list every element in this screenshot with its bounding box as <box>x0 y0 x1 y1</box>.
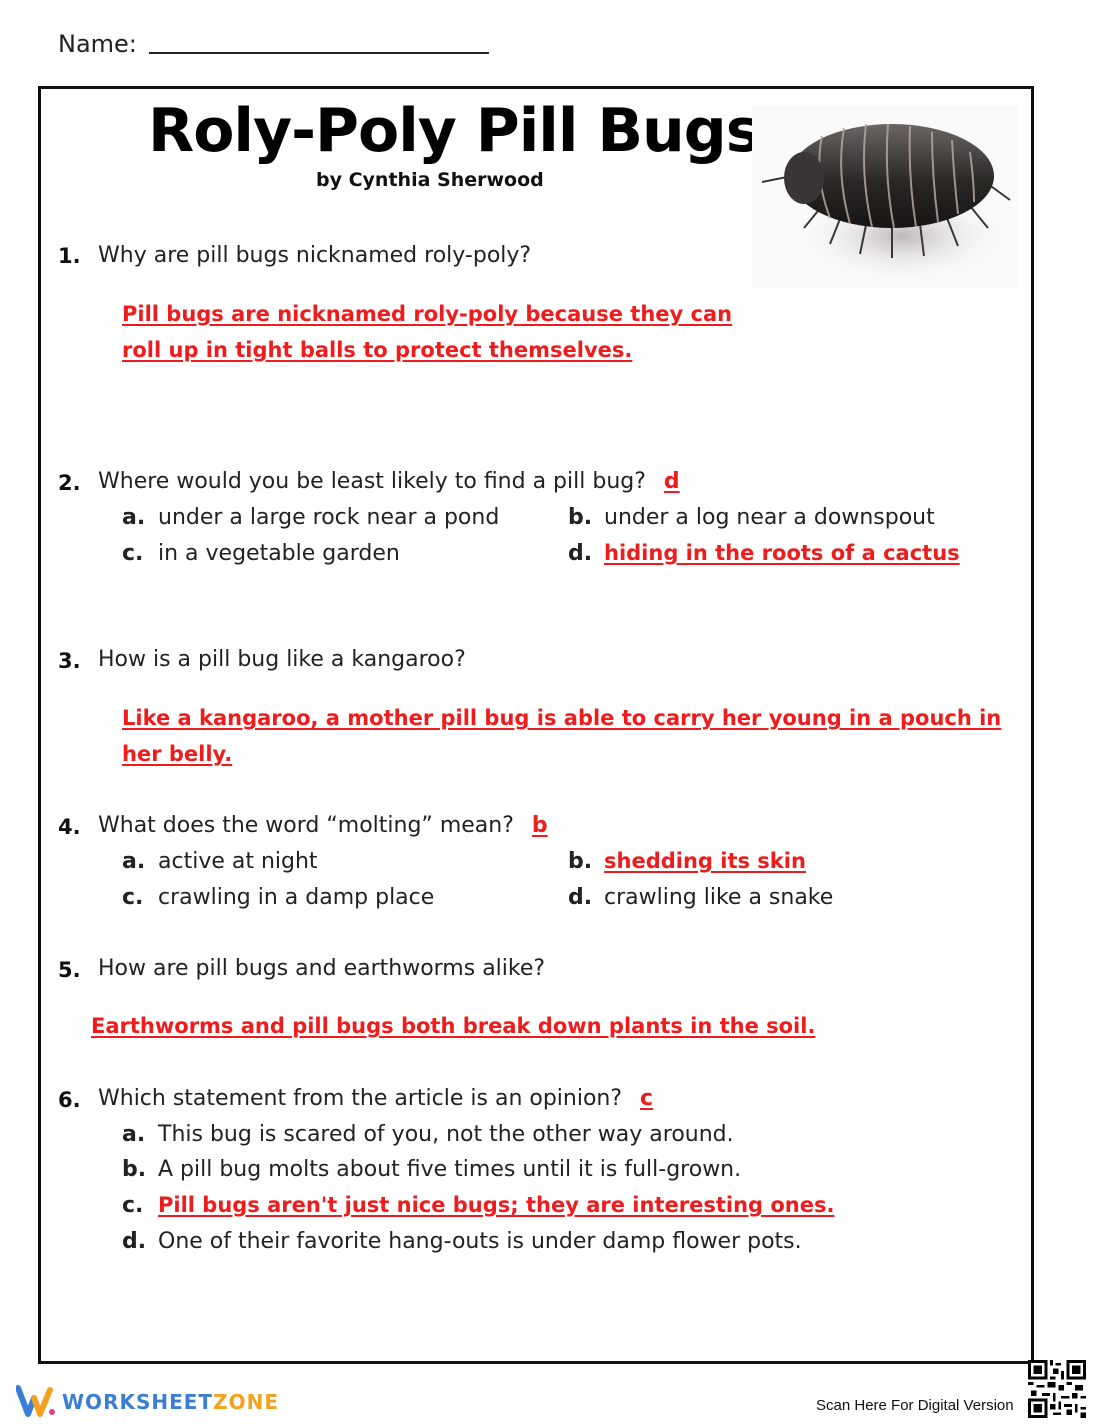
question-1-text: Why are pill bugs nicknamed roly-poly? <box>98 243 532 268</box>
question-2-text-row <box>98 469 680 494</box>
question-1-number: 1. <box>58 244 81 268</box>
question-3-answer-line-2: her belly. <box>122 742 233 766</box>
author-byline: by Cynthia Sherwood <box>316 169 544 191</box>
question-2-option-d <box>568 541 960 566</box>
question-6-option-b <box>122 1157 741 1182</box>
question-6-text-row <box>98 1086 653 1111</box>
option-letter: c. <box>122 885 144 910</box>
question-4-option-c <box>122 885 434 910</box>
question-6-answer-letter: c <box>640 1086 654 1111</box>
option-text: This bug is scared of you, not the other way around. <box>158 1122 734 1147</box>
question-4-text: What does the word “molting” mean? <box>98 813 514 838</box>
option-text: in a vegetable garden <box>158 541 400 566</box>
question-4-answer-letter: b <box>531 813 548 838</box>
question-4-number: 4. <box>58 815 81 839</box>
question-2-text: Where would you be least likely to find a pill bug? <box>98 469 646 494</box>
question-6-option-a <box>122 1122 734 1147</box>
option-letter: b. <box>568 505 593 530</box>
question-3-answer-line-1: Like a kangaroo, a mother pill bug is able to carry her young in a pouch in <box>122 706 1002 730</box>
question-5-answer: Earthworms and pill bugs both break down plants in the soil. <box>91 1014 816 1038</box>
option-text: active at night <box>158 849 318 874</box>
option-text: crawling in a damp place <box>158 885 435 910</box>
name-blank <box>149 32 489 54</box>
question-3-number: 3. <box>58 649 81 673</box>
option-letter: d. <box>568 541 593 566</box>
option-text: crawling like a snake <box>604 885 834 910</box>
question-3-text: How is a pill bug like a kangaroo? <box>98 647 466 672</box>
question-2-number: 2. <box>58 471 81 495</box>
option-text: shedding its skin <box>604 849 806 873</box>
option-letter: c. <box>122 1193 144 1218</box>
name-field <box>58 30 489 58</box>
option-text: under a large rock near a pond <box>158 505 500 530</box>
question-6-text: Which statement from the article is an opinion? <box>98 1086 623 1111</box>
question-1-answer-line-1: Pill bugs are nicknamed roly-poly because they can <box>122 302 733 326</box>
option-letter: c. <box>122 541 144 566</box>
question-2-option-b <box>568 505 935 530</box>
question-2-option-a <box>122 505 499 530</box>
option-text: A pill bug molts about five times until it is full-grown. <box>158 1157 742 1182</box>
question-4-option-a <box>122 849 318 874</box>
option-letter: d. <box>122 1229 147 1254</box>
qr-code-icon[interactable] <box>1028 1360 1086 1418</box>
option-letter: a. <box>122 1122 146 1147</box>
question-6-option-d <box>122 1229 802 1254</box>
logo-worksheet: WORKSHEET <box>62 1390 214 1414</box>
logo-zone: ZONE <box>213 1390 279 1414</box>
option-letter: b. <box>122 1157 147 1182</box>
question-5-number: 5. <box>58 958 81 982</box>
pill-bug-image <box>752 106 1018 288</box>
option-text: One of their favorite hang-outs is under damp flower pots. <box>158 1229 802 1254</box>
option-text: Pill bugs aren't just nice bugs; they are interesting ones. <box>158 1193 835 1217</box>
option-text: under a log near a downspout <box>604 505 935 530</box>
scan-instructions: Scan Here For Digital Version <box>816 1397 1014 1414</box>
question-4-option-b <box>568 849 806 874</box>
question-1-answer-line-2: roll up in tight balls to protect themselves. <box>122 338 633 362</box>
option-text: hiding in the roots of a cactus <box>604 541 960 565</box>
question-6-number: 6. <box>58 1088 81 1112</box>
worksheetzone-logo-text[interactable] <box>62 1390 279 1414</box>
worksheetzone-logo-icon <box>16 1384 58 1418</box>
option-letter: b. <box>568 849 593 874</box>
option-letter: a. <box>122 505 146 530</box>
option-letter: a. <box>122 849 146 874</box>
option-letter: d. <box>568 885 593 910</box>
question-4-option-d <box>568 885 833 910</box>
question-4-text-row <box>98 813 548 838</box>
question-2-answer-letter: d <box>663 469 680 494</box>
question-5-text: How are pill bugs and earthworms alike? <box>98 956 546 981</box>
question-6-option-c <box>122 1193 834 1218</box>
name-label: Name: <box>58 30 137 58</box>
question-2-option-c <box>122 541 400 566</box>
worksheet-title: Roly-Poly Pill Bugs <box>148 96 761 166</box>
